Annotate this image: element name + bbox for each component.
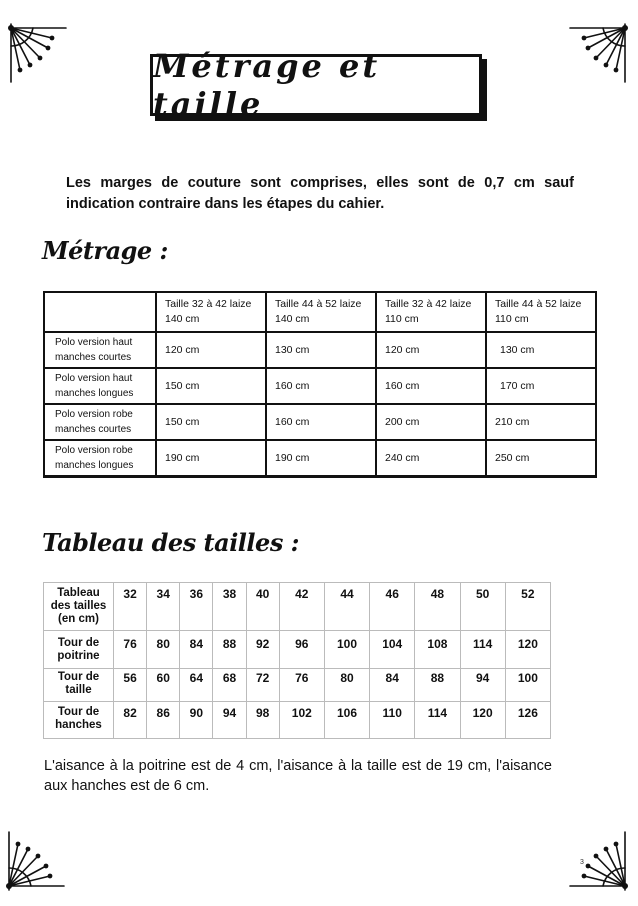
corner-ornament-bottom-left-icon <box>4 830 68 894</box>
table-cell: 94 <box>213 702 246 739</box>
table-cell: 38 <box>213 583 246 631</box>
table-cell: 130 cm <box>486 332 596 368</box>
col-header-line2: 140 cm <box>275 313 310 325</box>
row-label-line1: Polo version robe <box>55 409 133 420</box>
table-cell: 32 <box>114 583 147 631</box>
table-cell: 76 <box>279 669 324 702</box>
table-cell: 88 <box>213 631 246 669</box>
table-cell: 120 <box>505 631 550 669</box>
table-row <box>44 702 551 739</box>
intro-paragraph: Les marges de couture sont comprises, elles sont de 0,7 cm sauf indication contraire dans les étapes du cahier. <box>66 175 574 212</box>
row-label <box>44 440 156 477</box>
table-cell: 120 cm <box>156 332 266 368</box>
table-cell: 84 <box>180 631 213 669</box>
sizes-table <box>43 582 551 739</box>
table-cell: 82 <box>114 702 147 739</box>
table-cell: 100 <box>505 669 550 702</box>
table-cell: 46 <box>370 583 415 631</box>
table-cell: 130 cm <box>266 332 376 368</box>
row-label-line: des tailles <box>50 600 107 612</box>
table-cell: 104 <box>370 631 415 669</box>
table-cell: 44 <box>324 583 369 631</box>
row-label-line: poitrine <box>57 650 100 662</box>
col-header-line1: Taille 32 à 42 laize <box>385 298 472 310</box>
table-cell: 92 <box>246 631 279 669</box>
table-cell: 100 <box>324 631 369 669</box>
metrage-col-header <box>376 292 486 332</box>
row-label-line2: manches longues <box>55 388 134 399</box>
corner-ornament-top-right-icon <box>566 20 630 84</box>
row-label-line: taille <box>65 684 92 696</box>
table-cell: 88 <box>415 669 460 702</box>
title-box <box>150 47 482 123</box>
row-label-line: Tour de <box>57 706 100 718</box>
table-cell: 76 <box>114 631 147 669</box>
table-row <box>44 332 596 368</box>
corner-ornament-bottom-right-icon <box>566 830 630 894</box>
table-cell: 240 cm <box>376 440 486 477</box>
metrage-header-row <box>44 292 596 332</box>
col-header-line1: Taille 32 à 42 laize <box>165 298 252 310</box>
corner-ornament-top-left-icon <box>6 20 70 84</box>
table-cell: 114 <box>460 631 505 669</box>
table-cell: 86 <box>147 702 180 739</box>
table-cell: 98 <box>246 702 279 739</box>
row-label <box>44 583 114 631</box>
table-cell: 250 cm <box>486 440 596 477</box>
table-cell: 120 cm <box>376 332 486 368</box>
ease-footnote: L'aisance à la poitrine est de 4 cm, l'aisance à la taille est de 19 cm, l'aisance aux hanches est de 6 cm. <box>44 758 552 794</box>
table-cell: 150 cm <box>156 368 266 404</box>
table-cell: 96 <box>279 631 324 669</box>
table-row <box>44 440 596 477</box>
row-label-line: Tour de <box>57 637 100 649</box>
table-row <box>44 368 596 404</box>
table-cell: 80 <box>324 669 369 702</box>
page-title: Métrage et taille <box>153 47 381 123</box>
table-cell: 90 <box>180 702 213 739</box>
table-cell: 102 <box>279 702 324 739</box>
table-cell: 48 <box>415 583 460 631</box>
table-cell: 160 cm <box>376 368 486 404</box>
row-label-line1: Polo version robe <box>55 445 133 456</box>
table-cell: 114 <box>415 702 460 739</box>
page-number: 3 <box>580 859 584 866</box>
table-cell: 34 <box>147 583 180 631</box>
row-label-line: hanches <box>55 719 102 731</box>
col-header-line1: Taille 44 à 52 laize <box>275 298 362 310</box>
row-label-line2: manches courtes <box>55 424 132 435</box>
table-row <box>44 631 551 669</box>
table-row <box>44 404 596 440</box>
row-label <box>44 631 114 669</box>
col-header-line2: 110 cm <box>495 313 529 325</box>
table-cell: 120 <box>460 702 505 739</box>
col-header-line2: 110 cm <box>385 313 419 325</box>
table-cell: 200 cm <box>376 404 486 440</box>
table-cell: 42 <box>279 583 324 631</box>
table-cell: 60 <box>147 669 180 702</box>
tailles-heading: Tableau des tailles : <box>42 528 300 557</box>
table-cell: 190 cm <box>266 440 376 477</box>
table-cell: 110 <box>370 702 415 739</box>
table-cell: 80 <box>147 631 180 669</box>
table-cell: 36 <box>180 583 213 631</box>
table-cell: 94 <box>460 669 505 702</box>
table-cell: 106 <box>324 702 369 739</box>
row-label <box>44 404 156 440</box>
table-cell: 150 cm <box>156 404 266 440</box>
table-cell: 56 <box>114 669 147 702</box>
table-cell: 170 cm <box>486 368 596 404</box>
row-label <box>44 368 156 404</box>
table-row <box>44 583 551 631</box>
metrage-col-header <box>266 292 376 332</box>
row-label-line: (en cm) <box>58 613 99 625</box>
col-header-line1: Taille 44 à 52 laize <box>495 298 582 310</box>
table-cell: 210 cm <box>486 404 596 440</box>
table-cell: 72 <box>246 669 279 702</box>
row-label <box>44 332 156 368</box>
table-cell: 84 <box>370 669 415 702</box>
row-label <box>44 702 114 739</box>
table-cell: 64 <box>180 669 213 702</box>
metrage-heading: Métrage : <box>42 236 168 265</box>
metrage-col-header <box>156 292 266 332</box>
row-label-line2: manches longues <box>55 460 134 471</box>
table-cell: 68 <box>213 669 246 702</box>
table-cell: 126 <box>505 702 550 739</box>
table-cell: 160 cm <box>266 404 376 440</box>
table-cell: 52 <box>505 583 550 631</box>
row-label-line1: Polo version haut <box>55 373 133 384</box>
table-cell: 190 cm <box>156 440 266 477</box>
table-cell: 50 <box>460 583 505 631</box>
table-cell: 160 cm <box>266 368 376 404</box>
table-cell: 40 <box>246 583 279 631</box>
table-row <box>44 669 551 702</box>
row-label-line: Tableau <box>57 587 100 599</box>
table-cell: 108 <box>415 631 460 669</box>
row-label <box>44 669 114 702</box>
row-label-line2: manches courtes <box>55 352 132 363</box>
col-header-line2: 140 cm <box>165 313 200 325</box>
metrage-corner-cell <box>44 292 156 332</box>
metrage-table <box>43 291 597 478</box>
metrage-col-header <box>486 292 596 332</box>
row-label-line1: Polo version haut <box>55 337 133 348</box>
row-label-line: Tour de <box>57 671 100 683</box>
